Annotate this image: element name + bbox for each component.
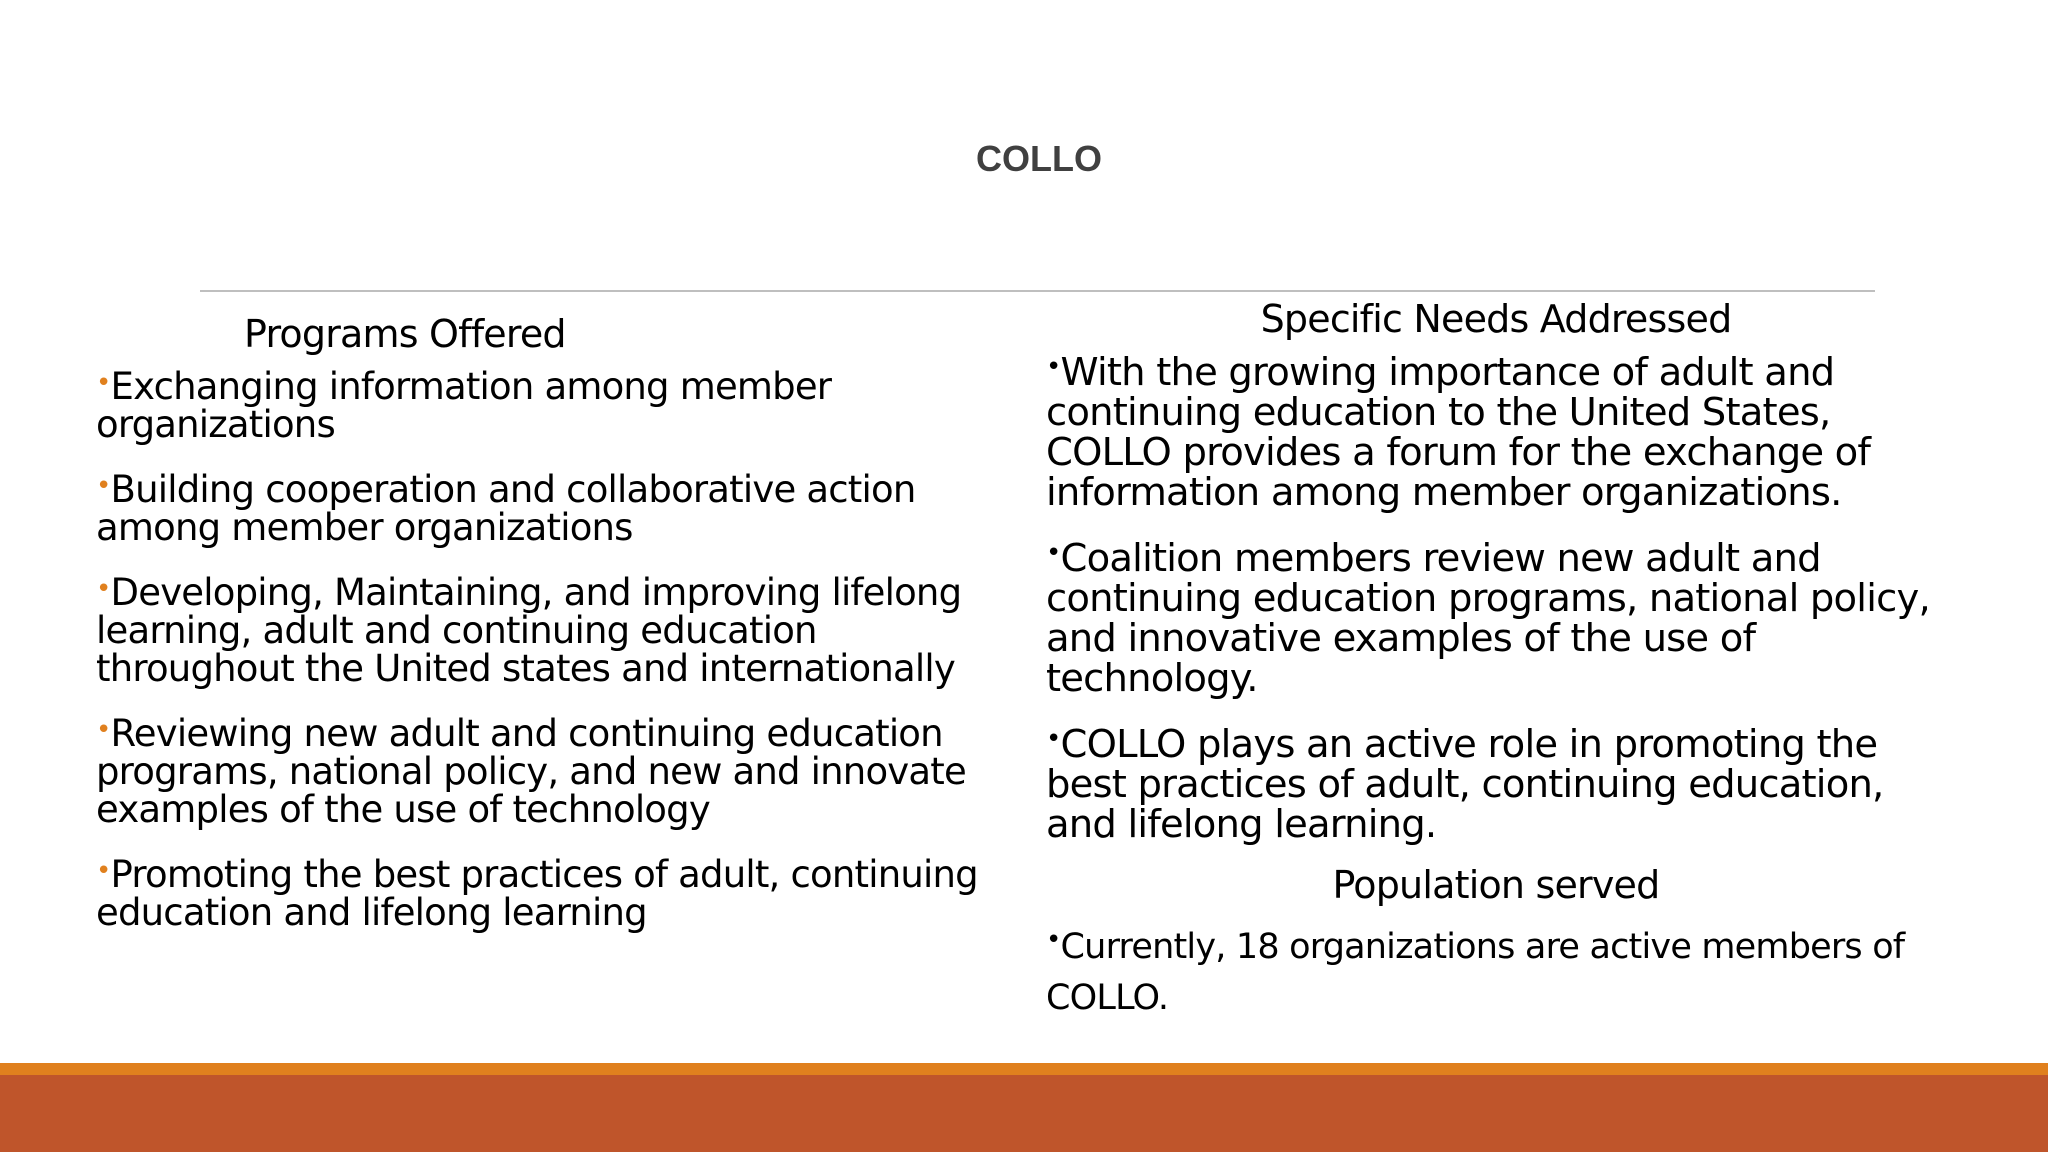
list-item — [96, 467, 996, 547]
population-served-list — [1046, 915, 1946, 1024]
programs-offered-heading: Programs Offered — [244, 312, 566, 356]
list-item-text: Building cooperation and collaborative action among member organizations — [96, 468, 916, 549]
list-item-text: With the growing importance of adult and continuing education to the United States, COLLO provides a forum for the exchange of information among member organizations. — [1046, 350, 1871, 515]
specific-needs-heading: Specific Needs Addressed — [1260, 297, 1732, 341]
bullet-icon: • — [1046, 538, 1061, 568]
bullet-icon: • — [96, 574, 111, 604]
bullet-icon: • — [96, 471, 111, 501]
specific-needs-list — [1046, 347, 1946, 845]
list-item-text: Reviewing new adult and continuing education programs, national policy, and new and innovate examples of the use of technology — [96, 712, 966, 831]
list-item-text: Coalition members review new adult and continuing education programs, national policy, and innovative examples of the use of technology. — [1046, 536, 1930, 701]
bullet-icon: • — [1046, 352, 1061, 382]
list-item-text: COLLO plays an active role in promoting the best practices of adult, continuing education, and lifelong learning. — [1046, 722, 1884, 847]
specific-needs-column — [1046, 295, 1946, 1044]
list-item-text: Developing, Maintaining, and improving lifelong learning, adult and continuing education throughout the United states and internationally — [96, 571, 962, 690]
list-item-text: Currently, 18 organizations are active members of COLLO. — [1046, 927, 1905, 1018]
list-item — [96, 570, 996, 688]
bullet-icon: • — [1046, 925, 1061, 955]
list-item-text: Exchanging information among member organizations — [96, 365, 832, 446]
footer-band — [0, 1075, 2048, 1152]
bullet-icon: • — [96, 368, 111, 398]
list-item — [96, 852, 996, 932]
bullet-icon: • — [1046, 724, 1061, 754]
list-item — [96, 364, 996, 444]
list-item — [96, 711, 996, 829]
bullet-icon: • — [96, 856, 111, 886]
list-item — [1046, 347, 1946, 513]
title-divider — [200, 290, 1875, 292]
list-item — [1046, 719, 1946, 845]
slide-title: COLLO — [976, 138, 1102, 179]
population-served-heading: Population served — [1332, 863, 1660, 907]
programs-offered-column — [96, 310, 996, 955]
list-item — [1046, 533, 1946, 699]
footer-accent-band — [0, 1063, 2048, 1075]
bullet-icon: • — [96, 715, 111, 745]
list-item-text: Promoting the best practices of adult, continuing education and lifelong learning — [96, 853, 978, 934]
programs-offered-list — [96, 364, 996, 932]
list-item — [1046, 915, 1946, 1024]
